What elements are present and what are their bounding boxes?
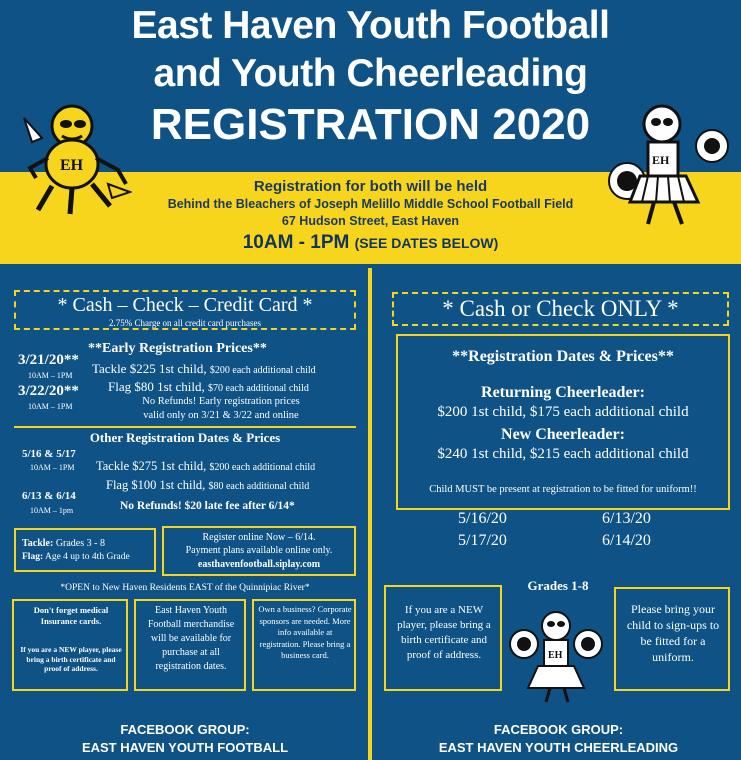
open-residents-note: *OPEN to New Haven Residents EAST of the Quinnipiac River* <box>60 583 310 593</box>
facebook-football-label: FACEBOOK GROUP: <box>120 722 250 737</box>
returning-title: Returning Cheerleader: <box>481 384 645 401</box>
title-line-3: REGISTRATION 2020 <box>150 100 591 149</box>
cheer-date-4: 6/14/20 <box>602 532 651 549</box>
card-fee-note: 2.75% Charge on all credit card purchases <box>108 318 262 328</box>
other-date-1: 5/16 & 5/17 <box>22 448 76 460</box>
other-title: Other Registration Dates & Prices <box>89 430 281 445</box>
other-flag-price: Flag $100 1st child, $80 each additional child <box>106 478 310 492</box>
band-line-2: Behind the Bleachers of Joseph Melillo Middle School Football Field <box>167 197 574 211</box>
returning-price: $200 1st child, $175 each additional child <box>437 404 689 420</box>
football-payment-title: * Cash – Check – Credit Card * <box>57 294 313 316</box>
must-present-note: Child MUST be present at registration to be fitted for uniform!! <box>429 484 697 495</box>
svg-text:EH: EH <box>652 153 670 167</box>
cheer-prices-box <box>396 334 730 510</box>
svg-text:EH: EH <box>60 157 84 174</box>
early-flag-price: Flag $80 1st child, $70 each additional child <box>108 379 309 394</box>
early-tackle-price: Tackle $225 1st child, $200 each additional child <box>92 361 316 376</box>
other-time-2: 10AM – 1pm <box>30 506 74 515</box>
band-time: 10AM - 1PM (SEE DATES BELOW) <box>242 232 499 253</box>
svg-text:EH: EH <box>548 650 563 661</box>
small-cheer-mascot-icon <box>508 604 604 704</box>
cheer-new-player-box: If you are a NEW player, please bring a birth certificate and proof of address. <box>384 585 502 691</box>
football-payment-box <box>14 290 356 330</box>
band-line-1: Registration for both will be held <box>253 178 488 195</box>
early-time-1: 10AM – 1PM <box>28 371 73 380</box>
facebook-cheer-group[interactable]: EAST HAVEN YOUTH CHEERLEADING <box>438 740 679 755</box>
column-divider <box>368 268 372 760</box>
rule-1 <box>14 426 356 428</box>
title-line-2: and Youth Cheerleading <box>153 52 588 95</box>
early-note-2: valid only on 3/21 & 3/22 and online <box>143 410 299 421</box>
hornet-cheerleader-mascot-icon <box>602 96 732 226</box>
cheer-fitting-box: Please bring your child to sign-ups to be fitted for a uniform. <box>614 587 730 691</box>
cheer-date-2: 5/17/20 <box>458 532 507 549</box>
new-price: $240 1st child, $215 each additional child <box>437 446 689 462</box>
title-line-1: East Haven Youth Football <box>131 4 610 47</box>
cheer-date-3: 6/13/20 <box>602 510 651 527</box>
cheer-payment-box <box>392 292 729 326</box>
band-line-3: 67 Hudson Street, East Haven <box>281 214 460 228</box>
early-time-2: 10AM – 1PM <box>28 402 73 411</box>
other-time-1: 10AM – 1PM <box>30 463 75 472</box>
registration-link[interactable]: easthavenfootball.siplay.com <box>197 559 321 570</box>
facebook-cheer-label: FACEBOOK GROUP: <box>493 722 624 737</box>
early-note-1: No Refunds! Early registration prices <box>142 396 300 407</box>
other-note: No Refunds! $20 late fee after 6/14* <box>120 500 295 512</box>
cheer-payment-title: * Cash or Check ONLY * <box>442 296 679 321</box>
early-title: **Early Registration Prices** <box>88 341 267 356</box>
cheer-prices-title: **Registration Dates & Prices** <box>452 348 674 365</box>
cheer-grades: Grades 1-8 <box>527 578 589 593</box>
merchandise-box: East Haven Youth Football merchandise will be available for purchase at all registration dates. <box>134 599 246 691</box>
grades-box: Tackle: Grades 3 - 8 Flag: Age 4 up to 4th Grade <box>14 528 156 572</box>
early-date-2: 3/22/20** <box>18 383 79 399</box>
other-date-2: 6/13 & 6/14 <box>22 490 76 502</box>
reminder-box: Don't forget medical Insurance cards. If you are a NEW player, please bring a birth certificate and proof of address. <box>12 599 128 691</box>
sponsor-box: Own a business? Corporate sponsors are needed. More info available at registration. Please bring a business card. <box>252 599 356 691</box>
hornet-football-mascot-icon <box>22 98 132 218</box>
facebook-football-group[interactable]: EAST HAVEN YOUTH FOOTBALL <box>81 740 289 755</box>
new-title: New Cheerleader: <box>501 426 625 443</box>
online-registration-box: Register online Now – 6/14. Payment plans available online only. easthavenfootball.siplay.com <box>162 526 356 576</box>
early-date-1: 3/21/20** <box>18 352 79 368</box>
cheer-date-1: 5/16/20 <box>458 510 507 527</box>
other-tackle-price: Tackle $275 1st child, $200 each additional child <box>96 459 316 473</box>
